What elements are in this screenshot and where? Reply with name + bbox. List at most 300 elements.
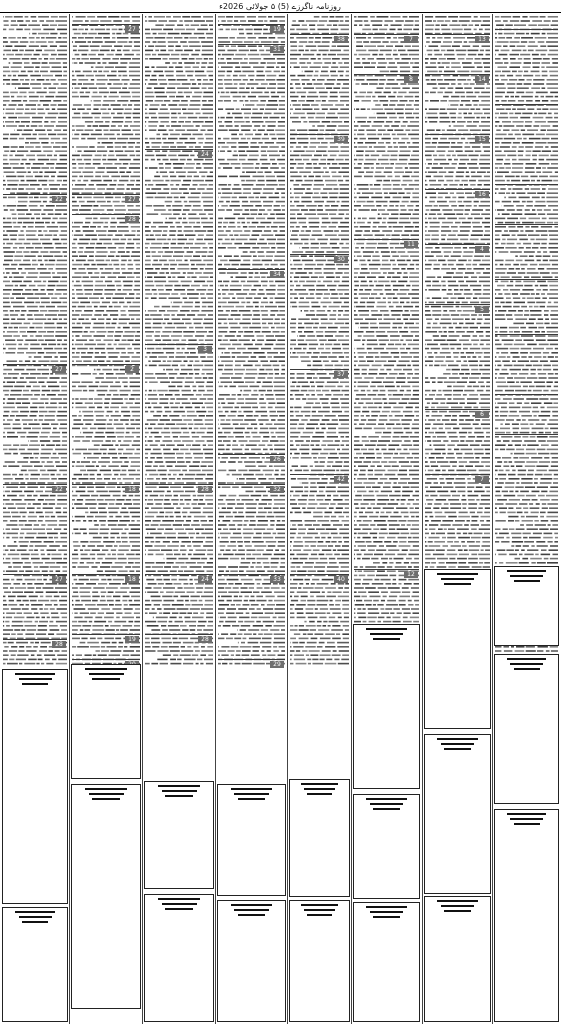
text-stroke: [62, 617, 67, 619]
text-stroke: [133, 503, 140, 505]
text-stroke: [3, 125, 5, 127]
text-stroke: [56, 163, 67, 165]
text-stroke: [165, 285, 173, 287]
text-stroke: [23, 100, 27, 102]
text-stroke: [241, 625, 251, 627]
text-stroke: [40, 96, 44, 98]
text-stroke: [29, 37, 35, 39]
text-stroke: [81, 600, 91, 602]
text-stroke: [163, 360, 166, 362]
text-stroke: [306, 150, 315, 152]
text-stroke: [56, 663, 67, 665]
text-stroke: [129, 41, 133, 43]
text-stroke: [207, 281, 213, 283]
text-stroke: [193, 495, 196, 497]
text-stroke: [221, 596, 232, 598]
text-stroke: [106, 587, 118, 589]
text-stroke: [346, 104, 349, 106]
text-stroke: [279, 360, 285, 362]
text-stroke: [42, 184, 47, 186]
text-stroke: [114, 180, 117, 182]
text-stroke: [218, 150, 219, 152]
text-stroke: [201, 524, 213, 526]
text-stroke: [235, 117, 243, 119]
text-stroke: [13, 562, 23, 564]
text-stroke: [176, 45, 181, 47]
text-stroke: [241, 255, 252, 257]
text-stroke: [171, 117, 177, 119]
text-stroke: [95, 432, 103, 434]
text-stroke: [199, 142, 203, 144]
text-stroke: [124, 646, 127, 648]
text-stroke: [7, 432, 15, 434]
text-stroke: [72, 75, 74, 77]
text-stroke: [123, 163, 129, 165]
text-stroke: [95, 352, 99, 354]
text-stroke: [146, 100, 153, 102]
text-stroke: [263, 449, 268, 451]
text-stroke: [164, 453, 175, 455]
text-stroke: [129, 293, 134, 295]
text-stroke: [254, 486, 264, 488]
text-stroke: [202, 50, 213, 52]
text-stroke: [129, 323, 140, 325]
text-stroke: [240, 234, 250, 236]
text-stroke: [55, 142, 67, 144]
text-stroke: [264, 507, 271, 509]
text-stroke: [35, 226, 45, 228]
text-stroke: [3, 625, 4, 627]
text-stroke: [234, 150, 237, 152]
text-stroke: [84, 176, 93, 178]
text-stroke: [25, 50, 34, 52]
text-stroke: [25, 625, 37, 627]
text-stroke: [28, 449, 39, 451]
text-stroke: [113, 394, 119, 396]
text-stroke: [218, 289, 220, 291]
text-stroke: [277, 339, 285, 341]
text-stroke: [3, 495, 5, 497]
text-stroke: [255, 134, 261, 136]
text-stroke: [190, 247, 200, 249]
text-stroke: [26, 386, 31, 388]
text-stroke: [115, 209, 126, 211]
text-stroke: [228, 348, 235, 350]
text-stroke: [195, 407, 200, 409]
text-stroke: [257, 558, 269, 560]
text-stroke: [145, 58, 148, 60]
text-stroke: [229, 176, 238, 178]
text-stroke: [105, 499, 115, 501]
text-stroke: [149, 381, 158, 383]
text-stroke: [219, 331, 228, 333]
text-stroke: [172, 612, 178, 614]
text-stroke: [163, 612, 170, 614]
text-stroke: [39, 419, 43, 421]
text-stroke: [193, 520, 199, 522]
text-stroke: [145, 398, 146, 400]
text-stroke: [47, 533, 58, 535]
text-stroke: [32, 20, 37, 22]
text-stroke: [51, 360, 59, 362]
text-stroke: [51, 398, 62, 400]
text-stroke: [51, 612, 58, 614]
text-stroke: [113, 596, 120, 598]
text-stroke: [14, 16, 23, 18]
text-stroke: [257, 87, 266, 89]
text-stroke: [197, 79, 201, 81]
text-stroke: [169, 470, 181, 472]
text-stroke: [38, 339, 44, 341]
text-stroke: [91, 79, 94, 81]
text-stroke: [18, 213, 25, 215]
text-stroke: [122, 381, 127, 383]
text-stroke: [299, 41, 307, 43]
text-stroke: [184, 570, 194, 572]
text-stroke: [60, 533, 67, 535]
text-stroke: [24, 29, 30, 31]
text-stroke: [41, 663, 44, 665]
text-stroke: [346, 180, 350, 182]
text-stroke: [151, 642, 160, 644]
text-stroke: [271, 419, 275, 421]
text-stroke: [227, 142, 237, 144]
text-stroke: [271, 96, 279, 98]
text-stroke: [228, 302, 239, 304]
text-stroke: [182, 184, 190, 186]
text-stroke: [268, 503, 272, 505]
text-stroke: [76, 289, 82, 291]
text-stroke: [296, 29, 307, 31]
text-stroke: [23, 394, 33, 396]
text-stroke: [72, 491, 73, 493]
text-stroke: [106, 415, 109, 417]
text-stroke: [233, 230, 242, 232]
text-stroke: [20, 436, 25, 438]
text-stroke: [81, 558, 91, 560]
text-stroke: [130, 419, 134, 421]
text-stroke: [10, 587, 14, 589]
text-stroke: [97, 201, 106, 203]
text-stroke: [108, 276, 117, 278]
text-stroke: [28, 587, 35, 589]
text-stroke: [13, 453, 18, 455]
text-stroke: [227, 507, 233, 509]
text-stroke: [111, 260, 119, 262]
text-stroke: [55, 373, 67, 375]
text-stroke: [309, 129, 319, 131]
text-stroke: [176, 75, 185, 77]
text-stroke: [39, 650, 47, 652]
text-stroke: [83, 197, 91, 199]
text-stroke: [145, 650, 156, 652]
text-stroke: [73, 50, 77, 52]
text-stroke: [315, 41, 321, 43]
text-stroke: [133, 113, 141, 115]
text-stroke: [25, 579, 36, 581]
text-stroke: [98, 142, 101, 144]
text-stroke: [260, 100, 266, 102]
text-stroke: [93, 71, 97, 73]
text-stroke: [174, 251, 184, 253]
text-stroke: [31, 390, 40, 392]
text-stroke: [63, 100, 67, 102]
text-stroke: [150, 495, 158, 497]
text-stroke: [28, 432, 39, 434]
text-stroke: [126, 171, 131, 173]
text-stroke: [85, 327, 90, 329]
text-stroke: [237, 222, 240, 224]
text-stroke: [238, 415, 244, 417]
text-stroke: [218, 507, 219, 509]
text-stroke: [165, 512, 172, 514]
text-stroke: [28, 659, 37, 661]
text-stroke: [160, 444, 165, 446]
text-stroke: [159, 293, 170, 295]
text-stroke: [191, 596, 200, 598]
text-stroke: [96, 491, 107, 493]
text-stroke: [167, 310, 178, 312]
text-stroke: [261, 167, 269, 169]
text-stroke: [151, 188, 161, 190]
text-stroke: [102, 562, 112, 564]
text-stroke: [95, 356, 107, 358]
text-stroke: [149, 365, 157, 367]
text-stroke: [185, 381, 194, 383]
text-stroke: [197, 239, 203, 241]
text-stroke: [44, 188, 49, 190]
text-stroke: [158, 113, 169, 115]
text-stroke: [44, 419, 55, 421]
text-stroke: [244, 377, 255, 379]
text-stroke: [21, 470, 27, 472]
text-stroke: [72, 348, 75, 350]
text-stroke: [275, 432, 285, 434]
text-stroke: [333, 24, 337, 26]
text-stroke: [267, 66, 275, 68]
text-stroke: [27, 314, 33, 316]
text-stroke: [238, 398, 244, 400]
text-stroke: [126, 449, 135, 451]
text-stroke: [14, 583, 21, 585]
text-stroke: [33, 495, 37, 497]
text-stroke: [74, 234, 83, 236]
text-stroke: [72, 171, 81, 173]
text-stroke: [111, 71, 117, 73]
text-stroke: [274, 323, 280, 325]
text-stroke: [136, 293, 140, 295]
text-stroke: [290, 188, 291, 190]
text-stroke: [173, 503, 178, 505]
text-stroke: [253, 633, 256, 635]
text-stroke: [95, 129, 101, 131]
text-stroke: [11, 646, 17, 648]
text-stroke: [154, 16, 165, 18]
text-stroke: [222, 243, 232, 245]
text-stroke: [145, 562, 154, 564]
text-stroke: [167, 323, 172, 325]
text-stroke: [172, 604, 184, 606]
text-stroke: [278, 121, 285, 123]
text-stroke: [116, 541, 121, 543]
text-stroke: [170, 264, 177, 266]
text-stroke: [261, 146, 268, 148]
text-stroke: [123, 281, 133, 283]
text-stroke: [235, 66, 240, 68]
text-stroke: [203, 377, 207, 379]
text-stroke: [127, 264, 132, 266]
text-stroke: [43, 201, 47, 203]
text-stroke: [274, 113, 285, 115]
text-stroke: [224, 352, 230, 354]
text-stroke: [239, 33, 244, 35]
text-stroke: [249, 62, 258, 64]
text-stroke: [189, 222, 195, 224]
text-stroke: [320, 129, 325, 131]
text-stroke: [83, 390, 87, 392]
text-stroke: [231, 239, 235, 241]
text-stroke: [338, 71, 344, 73]
text-stroke: [3, 323, 9, 325]
text-stroke: [148, 398, 158, 400]
text-stroke: [97, 554, 106, 556]
text-stroke: [72, 407, 73, 409]
text-stroke: [90, 478, 95, 480]
text-stroke: [156, 155, 167, 157]
text-stroke: [223, 222, 228, 224]
text-stroke: [116, 348, 126, 350]
text-stroke: [131, 37, 141, 39]
text-stroke: [59, 524, 67, 526]
text-stroke: [115, 591, 127, 593]
text-stroke: [187, 276, 190, 278]
text-stroke: [115, 444, 118, 446]
text-stroke: [107, 83, 111, 85]
text-stroke: [263, 562, 270, 564]
text-stroke: [25, 289, 31, 291]
text-stroke: [64, 348, 68, 350]
text-stroke: [176, 516, 181, 518]
text-stroke: [267, 516, 275, 518]
text-stroke: [162, 255, 172, 257]
text-stroke: [205, 134, 213, 136]
text-stroke: [56, 125, 67, 127]
text-stroke: [13, 167, 25, 169]
text-stroke: [268, 402, 275, 404]
text-stroke: [175, 201, 182, 203]
text-stroke: [129, 474, 140, 476]
text-stroke: [220, 461, 226, 463]
text-stroke: [302, 104, 310, 106]
text-stroke: [251, 117, 262, 119]
text-stroke: [220, 150, 225, 152]
text-stroke: [163, 369, 165, 371]
text-stroke: [35, 545, 47, 547]
text-stroke: [81, 352, 86, 354]
text-stroke: [273, 617, 277, 619]
text-stroke: [118, 344, 130, 346]
text-stroke: [84, 251, 94, 253]
text-stroke: [153, 390, 157, 392]
text-stroke: [184, 201, 187, 203]
text-stroke: [112, 478, 116, 480]
text-stroke: [345, 20, 349, 22]
text-stroke: [203, 226, 213, 228]
text-stroke: [171, 272, 181, 274]
text-stroke: [124, 604, 128, 606]
text-stroke: [78, 108, 85, 110]
text-stroke: [25, 142, 29, 144]
text-stroke: [7, 180, 19, 182]
text-stroke: [227, 579, 239, 581]
text-stroke: [91, 134, 102, 136]
text-stroke: [88, 54, 95, 56]
text-stroke: [269, 373, 274, 375]
text-stroke: [173, 100, 180, 102]
text-stroke: [242, 499, 254, 501]
text-stroke: [190, 138, 195, 140]
text-stroke: [45, 171, 57, 173]
text-stroke: [115, 281, 121, 283]
text-stroke: [242, 167, 253, 169]
text-stroke: [223, 554, 234, 556]
text-stroke: [27, 617, 35, 619]
text-stroke: [115, 411, 119, 413]
text-stroke: [326, 117, 338, 119]
text-stroke: [52, 108, 55, 110]
text-stroke: [124, 386, 128, 388]
text-stroke: [45, 516, 49, 518]
text-stroke: [263, 621, 274, 623]
text-stroke: [145, 621, 156, 623]
text-stroke: [159, 402, 168, 404]
text-stroke: [21, 528, 32, 530]
text-stroke: [43, 29, 54, 31]
text-stroke: [3, 381, 5, 383]
text-stroke: [79, 478, 89, 480]
text-stroke: [74, 503, 82, 505]
text-stroke: [175, 29, 185, 31]
text-stroke: [221, 654, 228, 656]
text-stroke: [39, 516, 44, 518]
text-stroke: [42, 570, 48, 572]
text-stroke: [42, 75, 53, 77]
text-stroke: [89, 184, 94, 186]
text-stroke: [129, 604, 140, 606]
text-stroke: [5, 113, 14, 115]
text-stroke: [265, 306, 277, 308]
text-stroke: [122, 507, 127, 509]
text-stroke: [100, 268, 103, 270]
text-stroke: [35, 71, 39, 73]
text-stroke: [125, 297, 134, 299]
text-stroke: [235, 360, 245, 362]
text-stroke: [153, 33, 157, 35]
text-stroke: [4, 276, 7, 278]
text-stroke: [192, 604, 204, 606]
text-stroke: [207, 255, 213, 257]
text-stroke: [153, 205, 164, 207]
text-stroke: [145, 524, 149, 526]
text-stroke: [173, 339, 180, 341]
text-stroke: [117, 436, 124, 438]
text-stroke: [17, 20, 23, 22]
text-stroke: [246, 612, 250, 614]
text-stroke: [106, 486, 115, 488]
text-stroke: [28, 71, 33, 73]
text-stroke: [72, 205, 79, 207]
text-stroke: [177, 478, 181, 480]
